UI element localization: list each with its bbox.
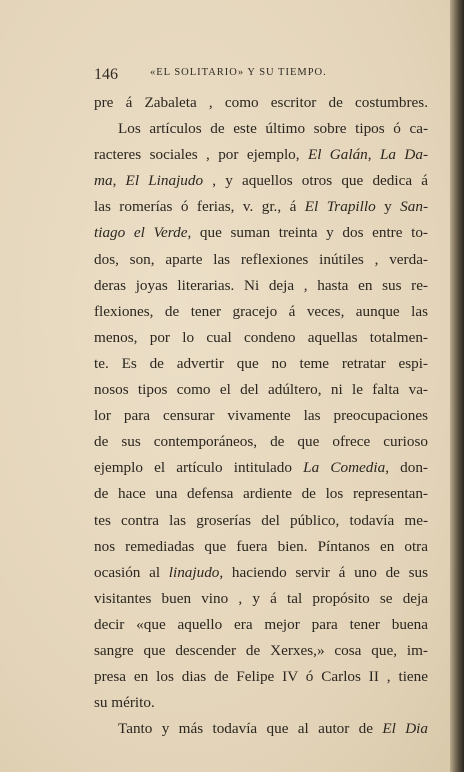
text-line: menos, por lo cual condeno aquellas totalmen-: [94, 328, 428, 346]
text-line: nos remediadas que fuera bien. Píntanos en otra: [94, 537, 428, 555]
page-number: 146: [94, 66, 118, 83]
text-line: decir «que aquello era mejor para tener buena: [94, 615, 428, 633]
text-line: tes contra las groserías del público, todavía me-: [94, 511, 428, 529]
text-line: ma, El Linajudo , y aquellos otros que dedica á: [94, 172, 428, 190]
text-line: ejemplo el artículo intitulado La Comedia, don-: [94, 459, 428, 477]
text-line: lor para censurar vivamente las preocupaciones: [94, 407, 428, 425]
text-line: Los artículos de este último sobre tipos ó ca-: [118, 120, 428, 138]
text-line: nosos tipos como el del adúltero, ni le falta va-: [94, 381, 428, 399]
text-line: sangre que descender de Xerxes,» cosa que, im-: [94, 641, 428, 659]
body-text: [94, 90, 428, 742]
text-line: de hace una defensa ardiente de los representan-: [94, 485, 428, 503]
text-line: deras joyas literarias. Ni deja , hasta en sus re-: [94, 276, 428, 294]
text-line: tiago el Verde, que suman treinta y dos entre to-: [94, 224, 428, 242]
text-line: flexiones, de tener gracejo á veces, aunque las: [94, 302, 428, 320]
text-line: Tanto y más todavía que al autor de El Dia: [118, 720, 428, 738]
text-line: su mérito.: [94, 694, 155, 712]
text-line: presa en los dias de Felipe IV ó Carlos II , tiene: [94, 668, 428, 686]
text-line: de sus contemporáneos, de que ofrece curioso: [94, 433, 428, 451]
text-line: te. Es de advertir que no teme retratar espi-: [94, 354, 428, 372]
text-line: visitantes buen vino , y á tal propósito se deja: [94, 589, 428, 607]
text-line: racteres sociales , por ejemplo, El Galán, La Da-: [94, 146, 428, 164]
text-line: dos, son, aparte las reflexiones inútiles , verda-: [94, 250, 428, 268]
text-line: pre á Zabaleta , como escritor de costumbres.: [94, 94, 428, 111]
text-line: las romerías ó ferias, v. gr., á El Trapillo y San-: [94, 198, 428, 216]
text-line: ocasión al linajudo, haciendo servir á uno de sus: [94, 563, 428, 581]
page-header: [94, 64, 424, 84]
book-gutter: [450, 0, 464, 772]
running-title: «EL SOLITARIO» Y SU TIEMPO.: [150, 67, 327, 78]
